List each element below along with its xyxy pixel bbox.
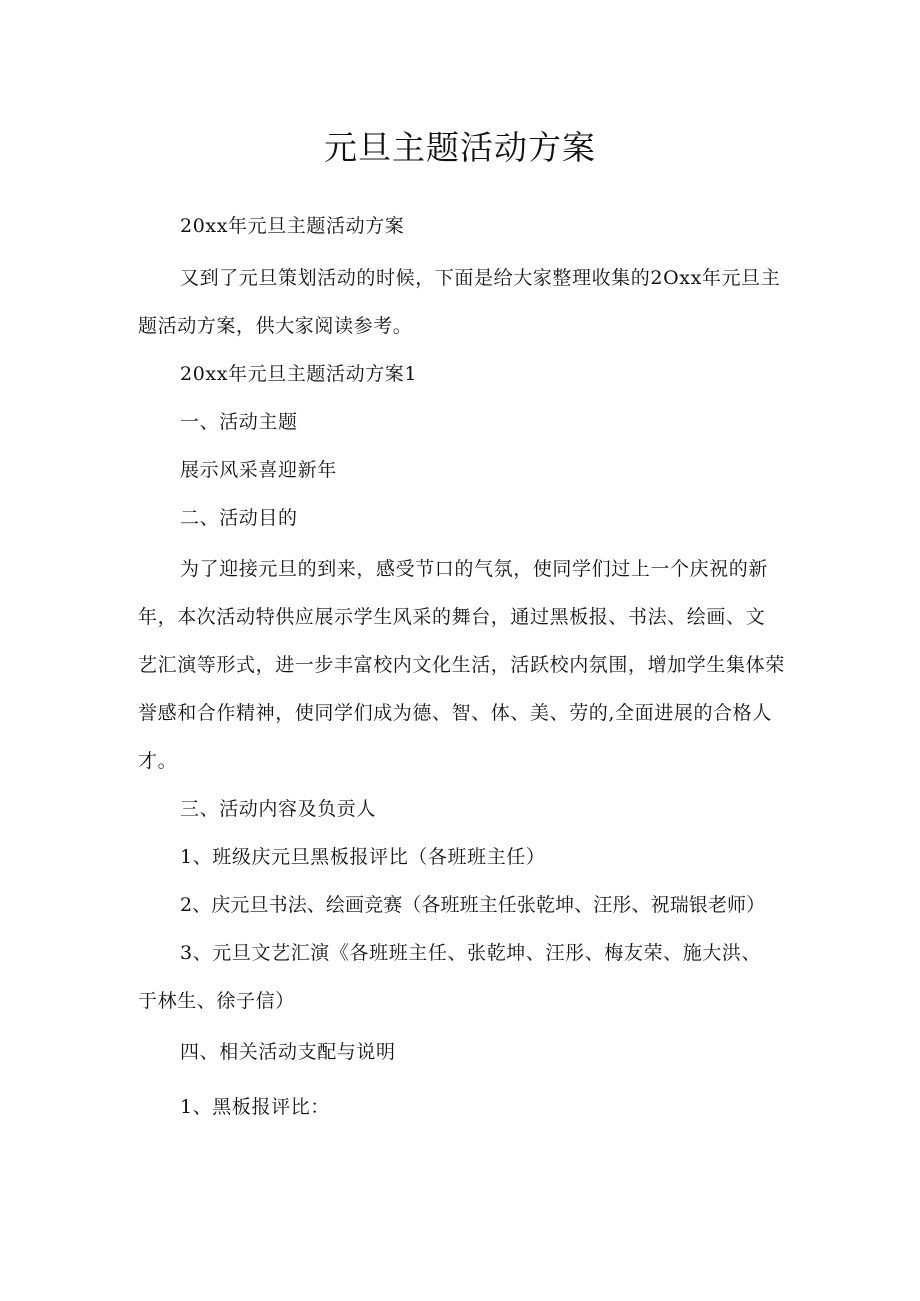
section4-item1: 1、黑板报评比： (180, 1096, 330, 1118)
section1-heading: 一、活动主题 (180, 411, 298, 433)
document-title: 元旦主题活动方案 (324, 128, 596, 167)
section1-content: 展示风采喜迎新年 (180, 459, 337, 481)
intro-line: 题活动方案，供大家阅读参考。 (138, 315, 413, 337)
section3-heading: 三、活动内容及负贡人 (180, 798, 377, 820)
paragraph-line: 才。 (138, 750, 178, 772)
section3-item3 (138, 929, 788, 1025)
section2-paragraph (138, 545, 788, 785)
intro-paragraph (138, 254, 788, 350)
paragraph-line: 为了迎接元旦的到来，感受节口的气氛，使同学们过上一个庆祝的新 (180, 558, 769, 580)
paragraph-line: 年，本次活动特供应展示学生风采的舞台，通过黑板报、书法、绘画、文 (138, 606, 766, 628)
intro-line: 又到了元旦策划活动的时候，下面是给大家整理收集的2Oxx年元旦主 (180, 267, 781, 289)
item3-line: 于林生、徐子信） (138, 990, 295, 1012)
section2-heading: 二、活动目的 (180, 507, 298, 529)
plan-heading: 20xx年元旦主题活动方案1 (180, 363, 418, 385)
paragraph-line: 艺汇演等形式，进一步丰富校内文化生活，活跃校内氛围，增加学生集体荣 (138, 654, 785, 676)
section3-item1: 1、班级庆元旦黑板报评比（各班班主任） (180, 846, 546, 868)
document-subtitle: 20xx年元旦主题活动方案 (180, 215, 405, 237)
section3-item2: 2、庆元旦书法、绘画竞赛（各班班主任张乾坤、汪彤、祝瑞银老师） (180, 894, 766, 916)
paragraph-line: 誉感和合作精神，使同学们成为德、智、体、美、劳的,全面进展的合格人 (138, 702, 772, 724)
item3-line: 3、元旦文艺汇演《各班班主任、张乾坤、汪彤、梅友荣、施大洪、 (180, 942, 762, 964)
section4-heading: 四、相关活动支配与说明 (180, 1041, 396, 1063)
